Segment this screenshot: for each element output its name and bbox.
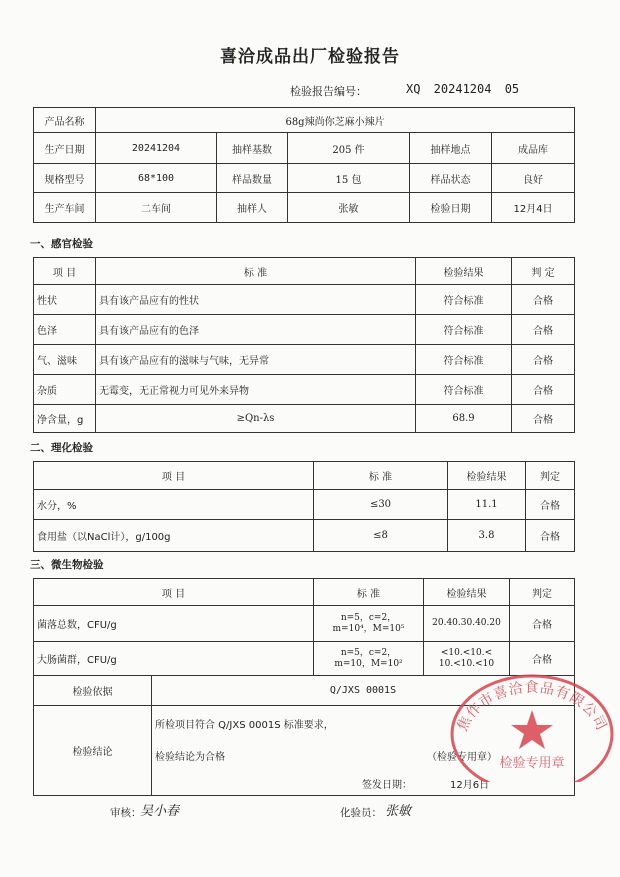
result-cell: 68.9	[416, 405, 512, 433]
info-cell: 15 包	[288, 164, 410, 193]
result-cell: 11.1	[448, 490, 526, 520]
conclusion-line-1: 所检项目符合 Q/JXS 0001S 标准要求，	[155, 720, 334, 731]
verdict-cell: 合格	[510, 606, 575, 642]
verdict-cell: 合格	[512, 285, 575, 315]
item-cell: 食用盐（以NaCl计），g/100g	[34, 520, 314, 552]
standard-cell: ≤30	[314, 490, 448, 520]
stamp-subtext: 检验专用章	[499, 756, 565, 771]
table-row	[34, 315, 575, 345]
header-cell: 项 目	[34, 258, 96, 285]
info-cell: 检验日期	[410, 193, 492, 223]
report-number-value: XQ 20241204 05	[406, 82, 520, 96]
conclusion-label: 检验结论	[34, 706, 152, 796]
stamp-text: 焦作市喜洽食品有限公司	[454, 680, 610, 734]
standard-line: n=5，c=2，	[340, 647, 397, 658]
item-cell: 水分，%	[34, 490, 314, 520]
standard-cell	[314, 606, 424, 642]
header-cell: 项 目	[34, 462, 314, 490]
standard-cell	[314, 642, 424, 676]
basis-label: 检验依据	[34, 676, 152, 706]
section-heading-micro: 三、微生物检验	[30, 559, 104, 571]
table-row	[34, 375, 575, 405]
result-line: 20.40.30.40.20	[432, 618, 501, 628]
item-cell: 色泽	[34, 315, 96, 345]
product-name: 68g辣尚你芝麻小辣片	[96, 108, 575, 133]
standard-cell: 具有该产品应有的色泽	[96, 315, 416, 345]
result-cell: 符合标准	[416, 345, 512, 375]
micro-table	[33, 578, 575, 676]
report-number	[290, 82, 520, 99]
item-cell: 净含量，g	[34, 405, 96, 433]
header-cell: 判定	[526, 462, 575, 490]
info-cell: 抽样人	[217, 193, 288, 223]
info-cell: 良好	[492, 164, 575, 193]
report-number-label: 检验报告编号：	[290, 85, 367, 98]
standard-cell: 具有该产品应有的性状	[96, 285, 416, 315]
item-cell: 大肠菌群，CFU/g	[34, 642, 314, 676]
verdict-cell: 合格	[512, 375, 575, 405]
result-cell: 符合标准	[416, 375, 512, 405]
standard-line: m=10，M=10²	[334, 658, 403, 669]
table-row	[34, 405, 575, 433]
basis-value: Q/JXS 0001S	[152, 676, 575, 706]
conclusion-line-2: 检验结论为合格	[155, 752, 225, 763]
item-cell: 性状	[34, 285, 96, 315]
info-cell: 规格型号	[34, 164, 96, 193]
info-cell: 成品库	[492, 133, 575, 164]
verdict-cell: 合格	[526, 490, 575, 520]
info-cell: 产品名称	[34, 108, 96, 133]
result-cell: 符合标准	[416, 315, 512, 345]
stamp-note: （检验专用章）	[427, 752, 497, 763]
official-stamp-icon	[448, 672, 616, 782]
header-cell: 标 准	[314, 462, 448, 490]
verdict-cell: 合格	[512, 405, 575, 433]
verdict-cell: 合格	[526, 520, 575, 552]
info-cell: 生产车间	[34, 193, 96, 223]
info-cell: 205 件	[288, 133, 410, 164]
header-cell: 检验结果	[424, 579, 510, 606]
page-title: 喜洽成品出厂检验报告	[220, 47, 400, 67]
item-cell: 杂质	[34, 375, 96, 405]
sign-date-label: 签发日期：	[362, 780, 412, 791]
physchem-table	[33, 461, 575, 552]
result-line: <10.<10.<	[440, 647, 493, 658]
header-cell: 检验结果	[448, 462, 526, 490]
reviewer-label: 审核：	[110, 807, 142, 819]
info-cell: 68*100	[96, 164, 217, 193]
header-cell: 判定	[510, 579, 575, 606]
header-cell: 判 定	[512, 258, 575, 285]
info-cell: 样品状态	[410, 164, 492, 193]
info-cell: 20241204	[96, 133, 217, 164]
sign-date: 12月6日	[450, 780, 490, 791]
item-cell: 气、滋味	[34, 345, 96, 375]
inspector-signature: 张敏	[385, 804, 412, 819]
info-cell: 样品数量	[217, 164, 288, 193]
table-row	[34, 642, 575, 676]
info-cell: 抽样基数	[217, 133, 288, 164]
result-cell	[424, 606, 510, 642]
header-cell: 项 目	[34, 579, 314, 606]
section-heading-physchem: 二、理化检验	[30, 442, 93, 454]
reviewer-signature: 吴小春	[140, 804, 180, 819]
info-cell: 生产日期	[34, 133, 96, 164]
standard-cell: 具有该产品应有的滋味与气味，无异常	[96, 345, 416, 375]
header-cell: 标 准	[314, 579, 424, 606]
standard-cell: ≥Qn-λs	[96, 405, 416, 433]
result-line: 10.<10.<10	[438, 658, 495, 669]
inspector-label: 化验员：	[340, 807, 382, 819]
table-row	[34, 520, 575, 552]
table-row	[34, 490, 575, 520]
info-table	[33, 107, 575, 223]
result-cell	[424, 642, 510, 676]
verdict-cell: 合格	[512, 315, 575, 345]
verdict-cell: 合格	[510, 642, 575, 676]
standard-cell: 无霉变，无正常视力可见外来异物	[96, 375, 416, 405]
verdict-cell: 合格	[512, 345, 575, 375]
header-cell: 检验结果	[416, 258, 512, 285]
item-cell: 菌落总数，CFU/g	[34, 606, 314, 642]
info-cell: 张敏	[288, 193, 410, 223]
standard-line: n=5，c=2，	[340, 612, 397, 623]
standard-line: m=10⁴，M=10⁵	[332, 623, 405, 634]
info-cell: 12月4日	[492, 193, 575, 223]
result-cell: 符合标准	[416, 285, 512, 315]
section-heading-sensory: 一、感官检验	[30, 238, 93, 250]
info-cell: 二车间	[96, 193, 217, 223]
table-row	[34, 606, 575, 642]
result-cell: 3.8	[448, 520, 526, 552]
header-cell: 标 准	[96, 258, 416, 285]
table-row	[34, 285, 575, 315]
table-row	[34, 345, 575, 375]
sensory-table	[33, 257, 575, 433]
standard-cell: ≤8	[314, 520, 448, 552]
info-cell: 抽样地点	[410, 133, 492, 164]
